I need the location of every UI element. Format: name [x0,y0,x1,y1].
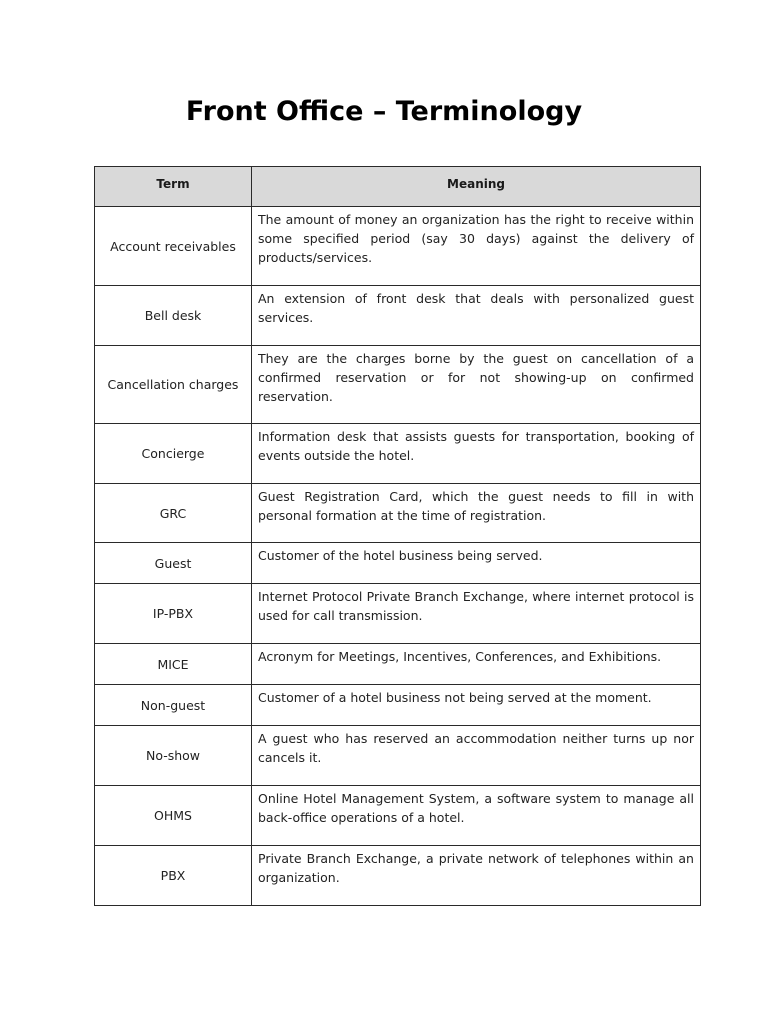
meaning-cell: An extension of front desk that deals with personalized guest services. [252,286,701,346]
term-cell: No-show [95,726,252,786]
table-row [95,346,701,424]
table-row [95,685,701,726]
table-row [95,543,701,584]
term-cell: GRC [95,484,252,543]
table-row [95,286,701,346]
meaning-cell: The amount of money an organization has the right to receive within some specified period (say 30 days) against the delivery of products/services. [252,207,701,286]
table-row [95,207,701,286]
table-row [95,846,701,906]
terminology-table [94,166,701,906]
meaning-cell: They are the charges borne by the guest on cancellation of a confirmed reservation or for not showing-up on confirmed reservation. [252,346,701,424]
meaning-cell: Acronym for Meetings, Incentives, Conferences, and Exhibitions. [252,644,701,685]
table-row [95,786,701,846]
table-row [95,484,701,543]
meaning-cell: A guest who has reserved an accommodation neither turns up nor cancels it. [252,726,701,786]
term-column-header: Term [95,167,252,207]
term-cell: IP-PBX [95,584,252,644]
table-row [95,424,701,484]
meaning-column-header: Meaning [252,167,701,207]
meaning-cell: Online Hotel Management System, a software system to manage all back-office operations of a hotel. [252,786,701,846]
table-row [95,644,701,685]
meaning-cell: Private Branch Exchange, a private network of telephones within an organization. [252,846,701,906]
term-cell: MICE [95,644,252,685]
table-header-row [95,167,701,207]
page-title: Front Office – Terminology [185,96,583,127]
meaning-cell: Information desk that assists guests for transportation, booking of events outside the hotel. [252,424,701,484]
term-cell: Cancellation charges [95,346,252,424]
term-cell: Concierge [95,424,252,484]
term-cell: OHMS [95,786,252,846]
term-cell: Account receivables [95,207,252,286]
term-cell: Non-guest [95,685,252,726]
meaning-cell: Guest Registration Card, which the guest needs to fill in with personal formation at the time of registration. [252,484,701,543]
meaning-cell: Internet Protocol Private Branch Exchange, where internet protocol is used for call transmission. [252,584,701,644]
term-cell: PBX [95,846,252,906]
meaning-cell: Customer of the hotel business being served. [252,543,701,584]
meaning-cell: Customer of a hotel business not being served at the moment. [252,685,701,726]
term-cell: Guest [95,543,252,584]
term-cell: Bell desk [95,286,252,346]
table-row [95,584,701,644]
table-row [95,726,701,786]
